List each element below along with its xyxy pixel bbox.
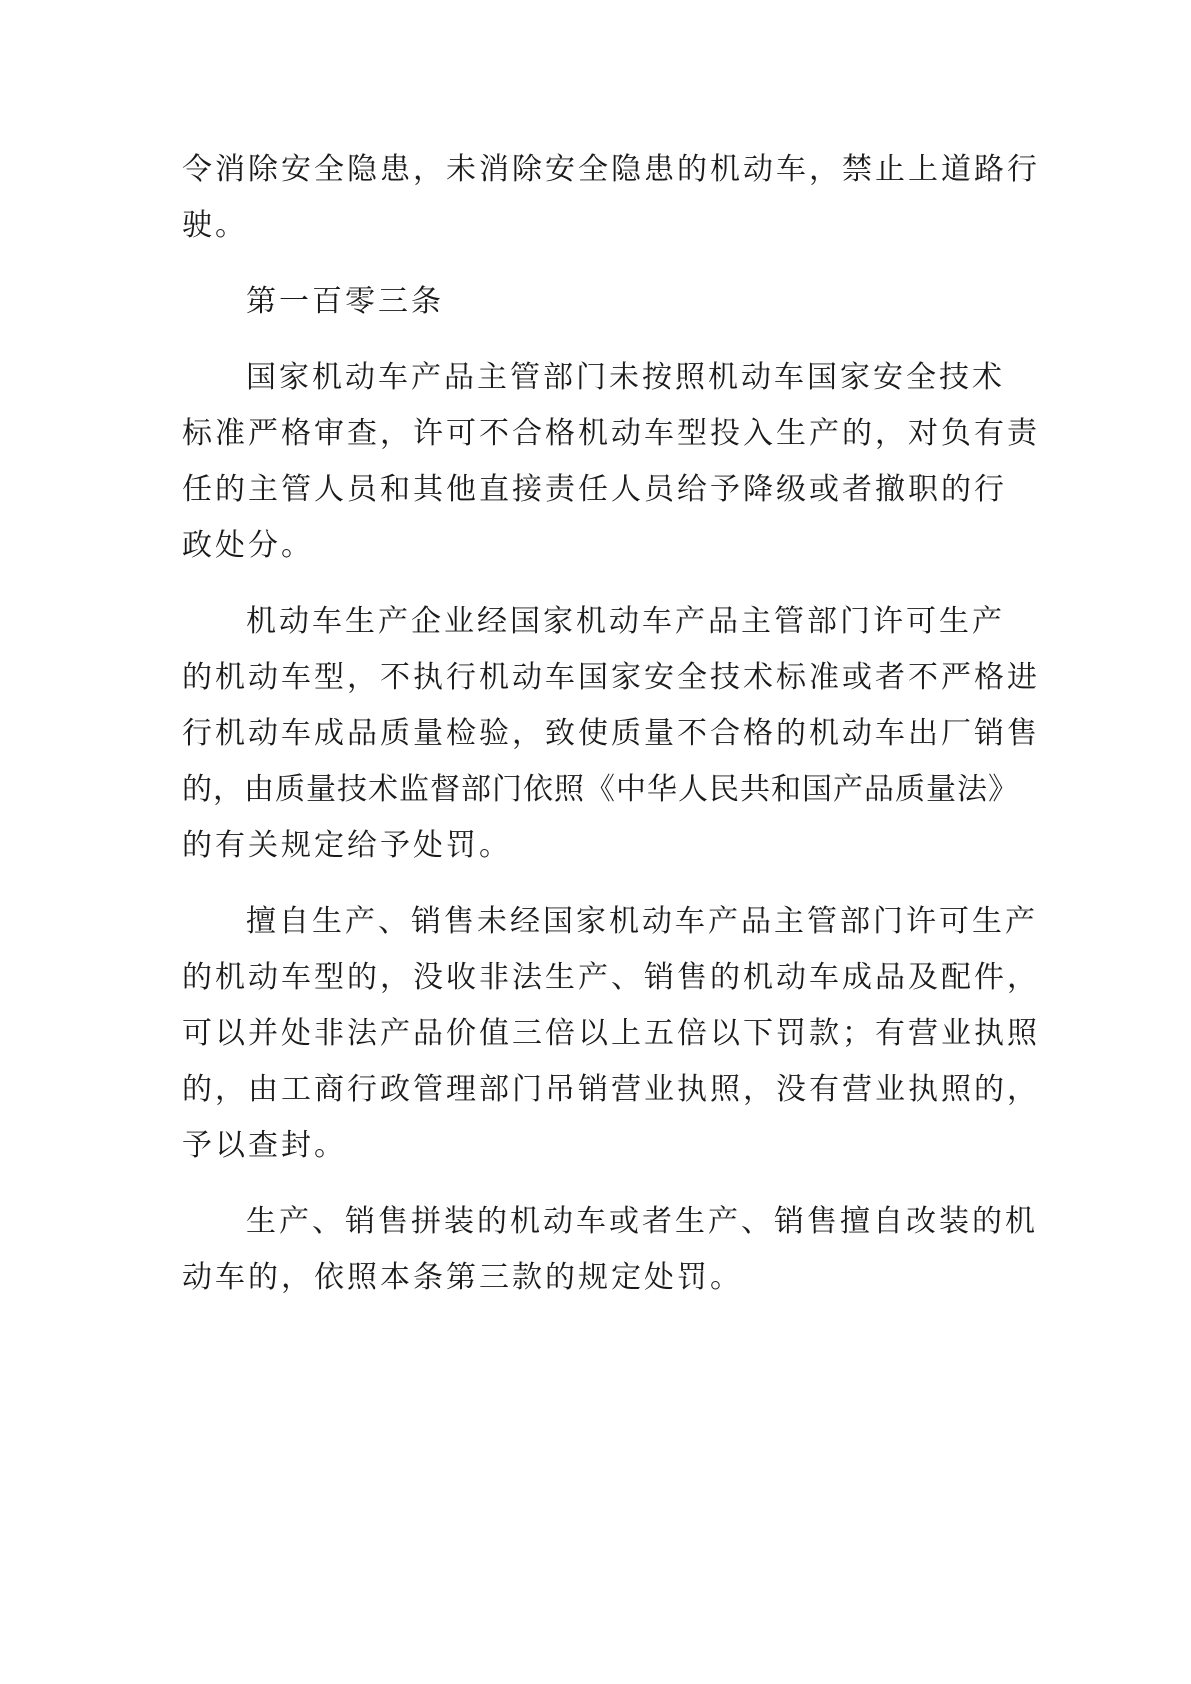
text-line: 政处分。	[182, 528, 314, 563]
text-line: 的机动车型的，没收非法生产、销售的机动车成品及配件，	[182, 960, 1040, 995]
text-line: 的，由质量技术监督部门依照《中华人民共和国产品质量法》	[182, 772, 1019, 807]
text-line: 驶。	[182, 208, 248, 243]
text-line: 国家机动车产品主管部门未按照机动车国家安全技术	[246, 360, 1005, 395]
text-line: 行机动车成品质量检验，致使质量不合格的机动车出厂销售	[182, 716, 1040, 751]
text-line: 擅自生产、销售未经国家机动车产品主管部门许可生产	[246, 904, 1038, 939]
text-line: 的，由工商行政管理部门吊销营业执照，没有营业执照的，	[182, 1072, 1040, 1107]
text-line: 令消除安全隐患，未消除安全隐患的机动车，禁止上道路行	[182, 152, 1040, 187]
article-heading: 第一百零三条	[246, 284, 444, 319]
text-line: 可以并处非法产品价值三倍以上五倍以下罚款；有营业执照	[182, 1016, 1040, 1051]
text-line: 的机动车型，不执行机动车国家安全技术标准或者不严格进	[182, 660, 1040, 695]
text-line: 动车的，依照本条第三款的规定处罚。	[182, 1260, 743, 1295]
text-line: 任的主管人员和其他直接责任人员给予降级或者撤职的行	[182, 472, 1007, 507]
text-line: 机动车生产企业经国家机动车产品主管部门许可生产	[246, 604, 1005, 639]
text-line: 的有关规定给予处罚。	[182, 828, 512, 863]
text-line: 生产、销售拼装的机动车或者生产、销售擅自改装的机	[246, 1204, 1038, 1239]
text-line: 标准严格审查，许可不合格机动车型投入生产的，对负有责	[182, 416, 1040, 451]
text-line: 予以查封。	[182, 1128, 347, 1163]
